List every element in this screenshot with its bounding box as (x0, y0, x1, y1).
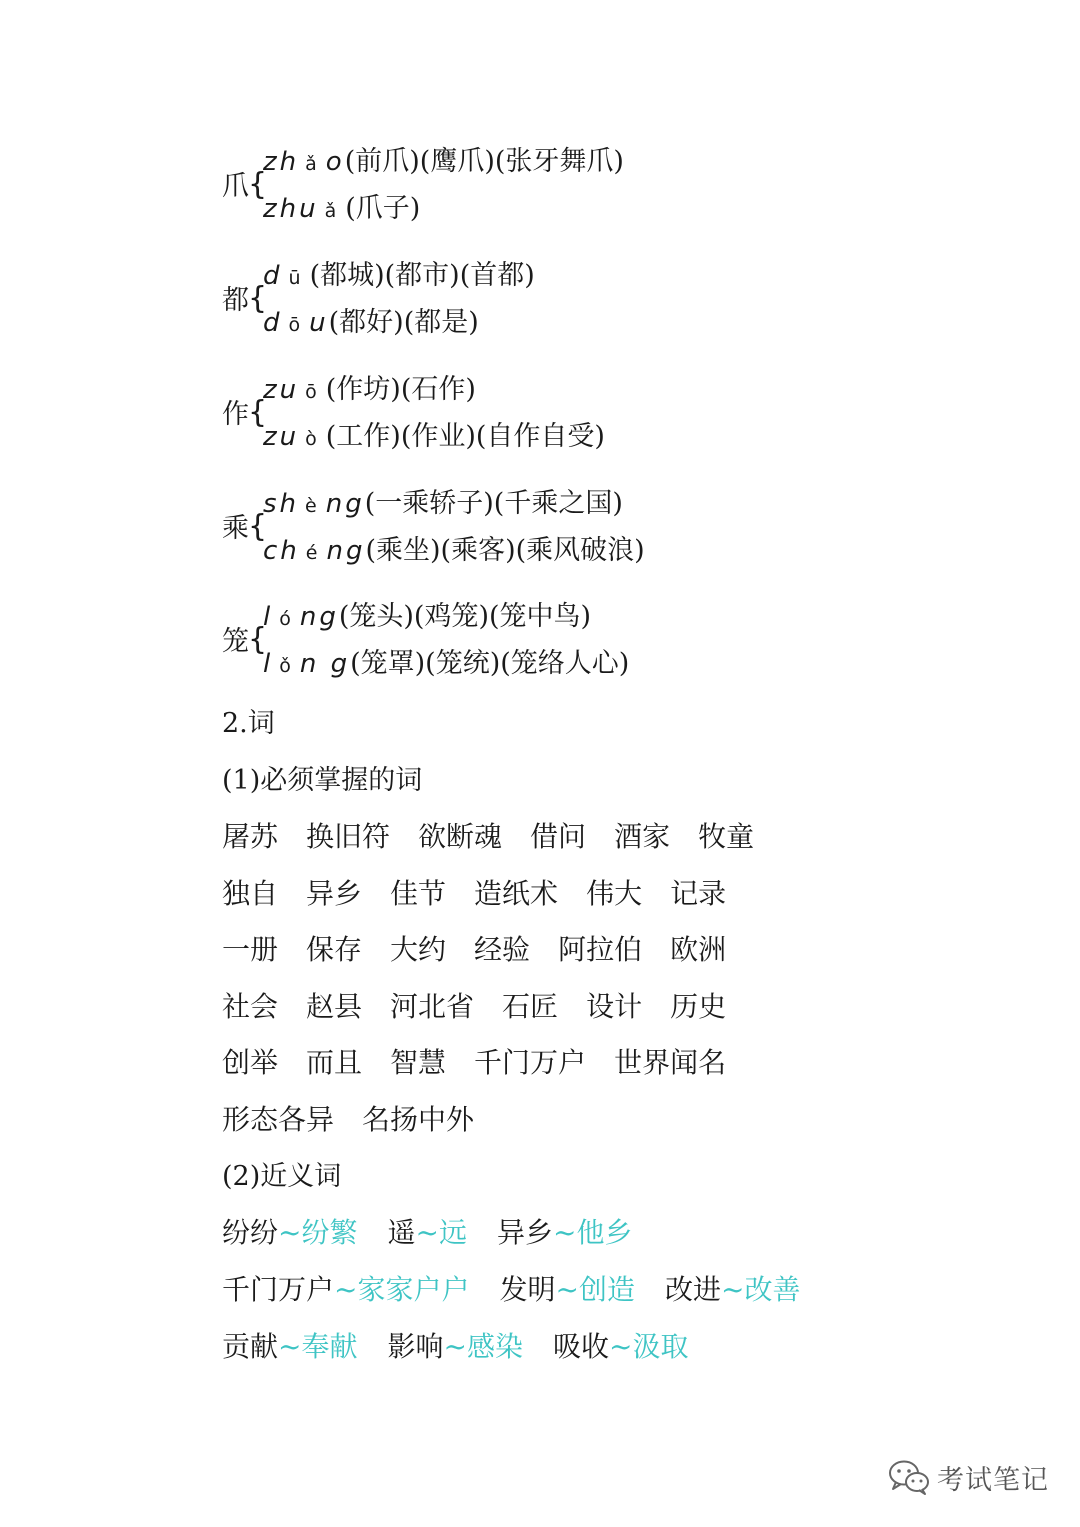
vocab-word: 形态各异 (222, 1103, 335, 1136)
vocab-word: 异乡 (306, 877, 363, 910)
polyphone-char: 乘 (222, 513, 249, 544)
vocab-word: 而且 (306, 1046, 363, 1079)
synonym-pair: 千门万户~家家户户 (222, 1273, 470, 1306)
vocab-word: 智慧 (390, 1046, 447, 1079)
vocab-word: 设计 (586, 990, 643, 1023)
polyphone-char: 笼 (222, 626, 249, 657)
vocab-word: 社会 (222, 990, 279, 1023)
polyphone-group (222, 260, 1022, 360)
reading-line: zu ò (工作)(作业)(自作自受) (263, 421, 605, 452)
watermark-text: 考试笔记 (937, 1464, 1049, 1496)
reading-line: l ó ng(笼头)(鸡笼)(笼中鸟) (263, 601, 592, 632)
word-row (222, 820, 754, 854)
vocab-word: 欧洲 (670, 933, 727, 966)
vocab-word: 伟大 (586, 877, 643, 910)
brace-icon: { (248, 281, 268, 316)
watermark (887, 1455, 1049, 1499)
polyphone-group (222, 488, 1022, 588)
polyphone-group (222, 146, 1022, 246)
vocab-word: 独自 (222, 877, 279, 910)
vocab-word: 河北省 (390, 990, 475, 1023)
vocab-word: 赵县 (306, 990, 363, 1023)
reading-line: zu ō (作坊)(石作) (263, 374, 476, 405)
vocab-word: 大约 (390, 933, 447, 966)
synonym-row (222, 1330, 689, 1364)
vocab-word: 世界闻名 (614, 1046, 727, 1079)
brace-icon: { (248, 509, 268, 544)
synonym-pair: 吸收~汲取 (553, 1330, 689, 1363)
vocab-word: 经验 (474, 933, 531, 966)
synonym-row (222, 1216, 633, 1250)
section-title: 2.词 (222, 708, 275, 739)
polyphone-group (222, 374, 1022, 474)
reading-line: d ō u(都好)(都是) (263, 307, 479, 338)
synonym-pair: 影响~感染 (387, 1330, 523, 1363)
vocab-word: 欲断魂 (418, 820, 503, 853)
reading-line: l ǒ n g(笼罩)(笼统)(笼络人心) (263, 648, 630, 679)
reading-line: sh è ng(一乘轿子)(千乘之国) (263, 488, 623, 519)
vocab-word: 记录 (670, 877, 727, 910)
vocab-word: 阿拉伯 (558, 933, 643, 966)
subsection-title: (2)近义词 (222, 1161, 342, 1192)
synonym-pair: 改进~改善 (665, 1273, 801, 1306)
polyphone-char: 爪 (222, 171, 249, 202)
vocab-word: 牧童 (698, 820, 755, 853)
polyphone-group (222, 601, 1022, 701)
reading-line: ch é ng(乘坐)(乘客)(乘风破浪) (263, 535, 645, 566)
brace-icon: { (248, 395, 268, 430)
vocab-word: 保存 (306, 933, 363, 966)
reading-line: d ū (都城)(都市)(首都) (263, 260, 535, 291)
synonym-pair: 异乡~他乡 (497, 1216, 633, 1249)
vocab-word: 一册 (222, 933, 279, 966)
word-row (222, 1103, 474, 1137)
polyphone-char: 都 (222, 285, 249, 316)
brace-icon: { (248, 622, 268, 657)
brace-icon: { (248, 167, 268, 202)
vocab-word: 造纸术 (474, 877, 559, 910)
synonym-pair: 遥~远 (387, 1216, 467, 1249)
synonym-pair: 贡献~奉献 (222, 1330, 358, 1363)
vocab-word: 名扬中外 (362, 1103, 475, 1136)
vocab-word: 换旧符 (306, 820, 391, 853)
wechat-icon (887, 1458, 931, 1496)
synonym-row (222, 1273, 801, 1307)
vocab-word: 借问 (530, 820, 587, 853)
subsection-title: (1)必须掌握的词 (222, 765, 423, 796)
synonym-pair: 纷纷~纷繁 (222, 1216, 358, 1249)
word-row (222, 933, 726, 967)
vocab-word: 屠苏 (222, 820, 279, 853)
word-row (222, 1046, 726, 1080)
reading-line: zh ǎ o(前爪)(鹰爪)(张牙舞爪) (263, 146, 624, 177)
vocab-word: 酒家 (614, 820, 671, 853)
vocab-word: 千门万户 (474, 1046, 587, 1079)
vocab-word: 历史 (670, 990, 727, 1023)
vocab-word: 石匠 (502, 990, 559, 1023)
polyphone-char: 作 (222, 399, 249, 430)
vocab-word: 创举 (222, 1046, 279, 1079)
synonym-pair: 发明~创造 (499, 1273, 635, 1306)
vocab-word: 佳节 (390, 877, 447, 910)
word-row (222, 990, 726, 1024)
word-row (222, 877, 726, 911)
reading-line: zhu ǎ (爪子) (263, 193, 421, 224)
